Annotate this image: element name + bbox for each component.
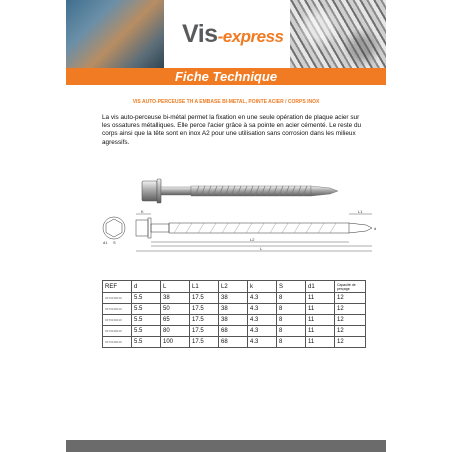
screw-head — [142, 179, 161, 203]
cell-capacite: 12 — [335, 337, 366, 348]
cell-l1: 17.5 — [190, 304, 219, 315]
cell-l2: 38 — [219, 315, 248, 326]
cell-l: 50 — [161, 304, 190, 315]
label-s: S — [113, 240, 116, 245]
table-row — [103, 304, 366, 315]
table-row — [103, 326, 366, 337]
cell-k: 4.3 — [248, 326, 277, 337]
cell-d1: 11 — [306, 304, 335, 315]
cell-s: 8 — [277, 337, 306, 348]
product-description: La vis auto-perceuse bi-métal permet la fixation en une seule opération de plaque acier sur les ossatures métalliques. Elle perce l'acier grâce à sa pointe en acier cémenté. Le reste du corps ainsi que la tête sont en inox A2 pour une utilisation sans corrosion dans les milieux agressifs. — [102, 114, 362, 146]
screw-photo — [140, 178, 340, 204]
technical-sheet — [66, 0, 386, 452]
cell-s: 8 — [277, 326, 306, 337]
cell-k: 4.3 — [248, 304, 277, 315]
cell-l2: 68 — [219, 326, 248, 337]
cell-d1: 11 — [306, 337, 335, 348]
label-l2: L2 — [250, 237, 255, 242]
cell-l1: 17.5 — [190, 293, 219, 304]
cell-capacite: 12 — [335, 293, 366, 304]
cell-d1: 11 — [306, 293, 335, 304]
screw-shank — [161, 186, 311, 196]
cell-l: 80 — [161, 326, 190, 337]
dimension-lines — [136, 214, 372, 251]
cell-ref: 0370130010 — [103, 337, 132, 348]
table-row — [103, 293, 366, 304]
label-d: d — [374, 226, 377, 231]
cell-ref: 0370130010 — [103, 293, 132, 304]
hex-head-top-view — [103, 217, 125, 239]
cell-capacite: 12 — [335, 304, 366, 315]
cell-l2: 38 — [219, 293, 248, 304]
label-l: L — [260, 246, 263, 251]
cell-d: 5.5 — [132, 315, 161, 326]
screw-drill-point — [311, 186, 338, 196]
specifications-table — [102, 280, 366, 348]
header — [66, 0, 386, 68]
cell-d: 5.5 — [132, 293, 161, 304]
table-row — [103, 337, 366, 348]
header-photo-workbench — [66, 0, 164, 68]
cell-l1: 17.5 — [190, 337, 219, 348]
cell-capacite: 12 — [335, 315, 366, 326]
cell-l: 65 — [161, 315, 190, 326]
screw-side-view — [136, 218, 372, 238]
cell-s: 8 — [277, 293, 306, 304]
brand-secondary: -express — [217, 27, 284, 46]
table-header-row — [103, 281, 366, 293]
cell-l: 100 — [161, 337, 190, 348]
col-l: L — [161, 281, 190, 293]
cell-ref: 0370130010 — [103, 326, 132, 337]
col-d1: d1 — [306, 281, 335, 293]
technical-drawing — [100, 208, 376, 256]
cell-l: 38 — [161, 293, 190, 304]
table-row — [103, 315, 366, 326]
cell-ref: 0370130010 — [103, 304, 132, 315]
cell-d: 5.5 — [132, 326, 161, 337]
header-photo-screws — [290, 0, 386, 68]
cell-capacite: 12 — [335, 326, 366, 337]
cell-k: 4.3 — [248, 337, 277, 348]
cell-l2: 38 — [219, 304, 248, 315]
title-banner — [66, 68, 386, 85]
cell-s: 8 — [277, 315, 306, 326]
col-capacite: Capacité de perçage — [335, 281, 366, 293]
label-l1: L1 — [358, 209, 363, 214]
col-k: k — [248, 281, 277, 293]
cell-ref: 0370130010 — [103, 315, 132, 326]
cell-l1: 17.5 — [190, 326, 219, 337]
footer-bar — [66, 440, 386, 452]
col-l1: L1 — [190, 281, 219, 293]
cell-k: 4.3 — [248, 315, 277, 326]
col-ref: REF — [103, 281, 132, 293]
product-subtitle: VIS AUTO-PERCEUSE TH A EMBASE BI-METAL, POINTE ACIER / CORPS INOX — [132, 99, 320, 105]
cell-d1: 11 — [306, 315, 335, 326]
banner-title: Fiche Technique — [174, 69, 278, 84]
cell-l2: 68 — [219, 337, 248, 348]
cell-l1: 17.5 — [190, 315, 219, 326]
brand-primary: Vis — [182, 20, 218, 48]
col-s: S — [277, 281, 306, 293]
cell-d1: 11 — [306, 326, 335, 337]
col-d: d — [132, 281, 161, 293]
label-d1: d1 — [103, 240, 108, 245]
cell-k: 4.3 — [248, 293, 277, 304]
col-l2: L2 — [219, 281, 248, 293]
cell-d: 5.5 — [132, 337, 161, 348]
cell-s: 8 — [277, 304, 306, 315]
label-k: K — [141, 209, 144, 214]
cell-d: 5.5 — [132, 304, 161, 315]
brand-logo — [182, 20, 284, 49]
